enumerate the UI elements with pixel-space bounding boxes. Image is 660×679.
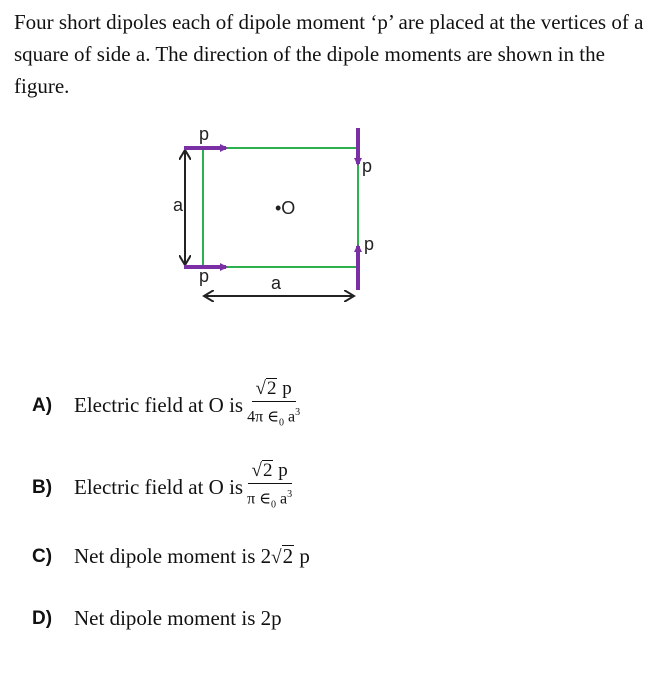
option-a-text: Electric field at O is xyxy=(74,393,244,418)
option-b-label: B) xyxy=(32,476,53,498)
option-c-label: C) xyxy=(32,545,53,567)
label-p-right-top: p xyxy=(362,156,373,176)
option-b[interactable] xyxy=(32,460,294,516)
option-d-text: Net dipole moment is 2p xyxy=(74,606,282,630)
option-c[interactable] xyxy=(32,544,310,569)
option-a-fraction: √ 2 p 4π $\in_0$ $a^3$ xyxy=(247,378,301,429)
dipole-square-figure xyxy=(160,118,390,318)
label-p-right-bottom: p xyxy=(364,234,375,254)
label-side-horizontal: a xyxy=(271,273,282,293)
question-text: Four short dipoles each of dipole moment ‘p’ are placed at the vertices of a square of side a. The direction of the dipole moments are shown in the figure. xyxy=(14,10,644,98)
label-center-o: •O xyxy=(275,198,296,218)
option-a-label: A) xyxy=(32,394,53,416)
label-side-vertical: a xyxy=(173,195,184,215)
option-a[interactable] xyxy=(32,378,302,434)
option-d[interactable] xyxy=(32,606,282,631)
label-p-bottom-left: p xyxy=(199,266,210,286)
option-b-fraction: √ 2 p π $\in_0$ $a^3$ xyxy=(247,460,293,511)
label-p-top-left: p xyxy=(199,124,210,144)
option-d-label: D) xyxy=(32,607,53,629)
option-b-text: Electric field at O is xyxy=(74,475,244,500)
option-c-text: Net dipole moment is 2 √ 2 p xyxy=(74,544,310,568)
